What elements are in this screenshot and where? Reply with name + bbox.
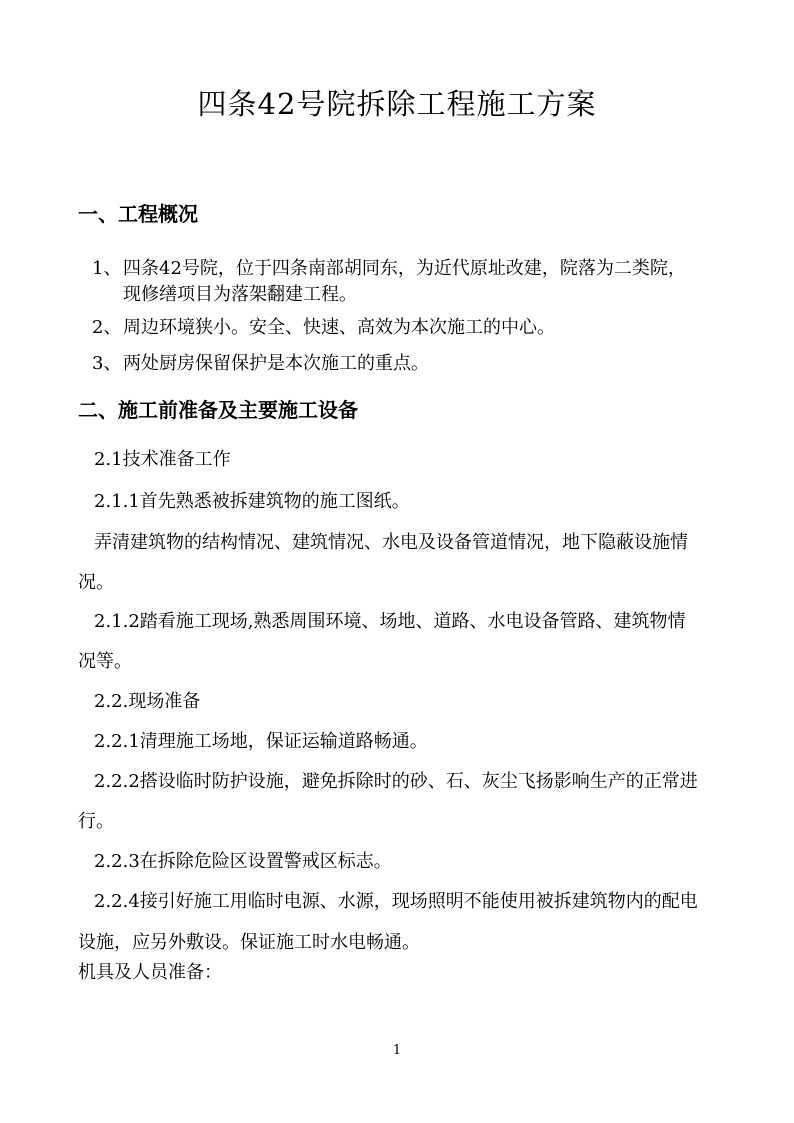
list-item-text: 两处厨房保留保护是本次施工的重点。 [123, 353, 429, 374]
paragraph-continued: 行。 [78, 811, 114, 832]
paragraph-continued: 况等。 [78, 651, 132, 672]
list-item-text: 周边环境狭小。安全、快速、高效为本次施工的中心。 [123, 317, 555, 338]
list-item-number: 1、 [92, 258, 122, 279]
paragraph: 2.2.2搭设临时防护设施，避免拆除时的砂、石、灰尘飞扬影响生产的正常进 [94, 771, 698, 792]
section-heading-overview: 一、工程概况 [78, 202, 198, 226]
subsection-heading: 2.1技术准备工作 [94, 449, 231, 470]
page-title: 四条42号院拆除工程施工方案 [197, 87, 597, 121]
list-item-text: 四条42号院，位于四条南部胡同东，为近代原址改建，院落为二类院， [123, 258, 686, 279]
list-item-number: 3、 [92, 353, 122, 374]
list-item-text-continued: 现修缮项目为落架翻建工程。 [123, 284, 357, 305]
paragraph-continued: 况。 [78, 572, 114, 593]
paragraph: 弄清建筑物的结构情况、建筑情况、水电及设备管道情况，地下隐蔽设施情 [94, 532, 688, 553]
paragraph: 2.2.4接引好施工用临时电源、水源，现场照明不能使用被拆建筑物内的配电 [94, 891, 698, 912]
paragraph: 2.2.1清理施工场地，保证运输道路畅通。 [94, 731, 428, 752]
section-heading-preparation: 二、施工前准备及主要施工设备 [78, 398, 358, 422]
paragraph-continued: 设施，应另外敷设。保证施工时水电畅通。 [78, 932, 420, 953]
paragraph: 机具及人员准备： [78, 962, 222, 983]
paragraph: 2.1.2踏看施工现场,熟悉周围环境、场地、道路、水电设备管路、建筑物情 [94, 611, 686, 632]
paragraph: 2.2.3在拆除危险区设置警戒区标志。 [94, 851, 392, 872]
paragraph: 2.1.1首先熟悉被拆建筑物的施工图纸。 [94, 491, 410, 512]
subsection-heading: 2.2.现场准备 [94, 691, 201, 712]
list-item-number: 2、 [92, 317, 122, 338]
page-number: 1 [392, 1043, 402, 1058]
